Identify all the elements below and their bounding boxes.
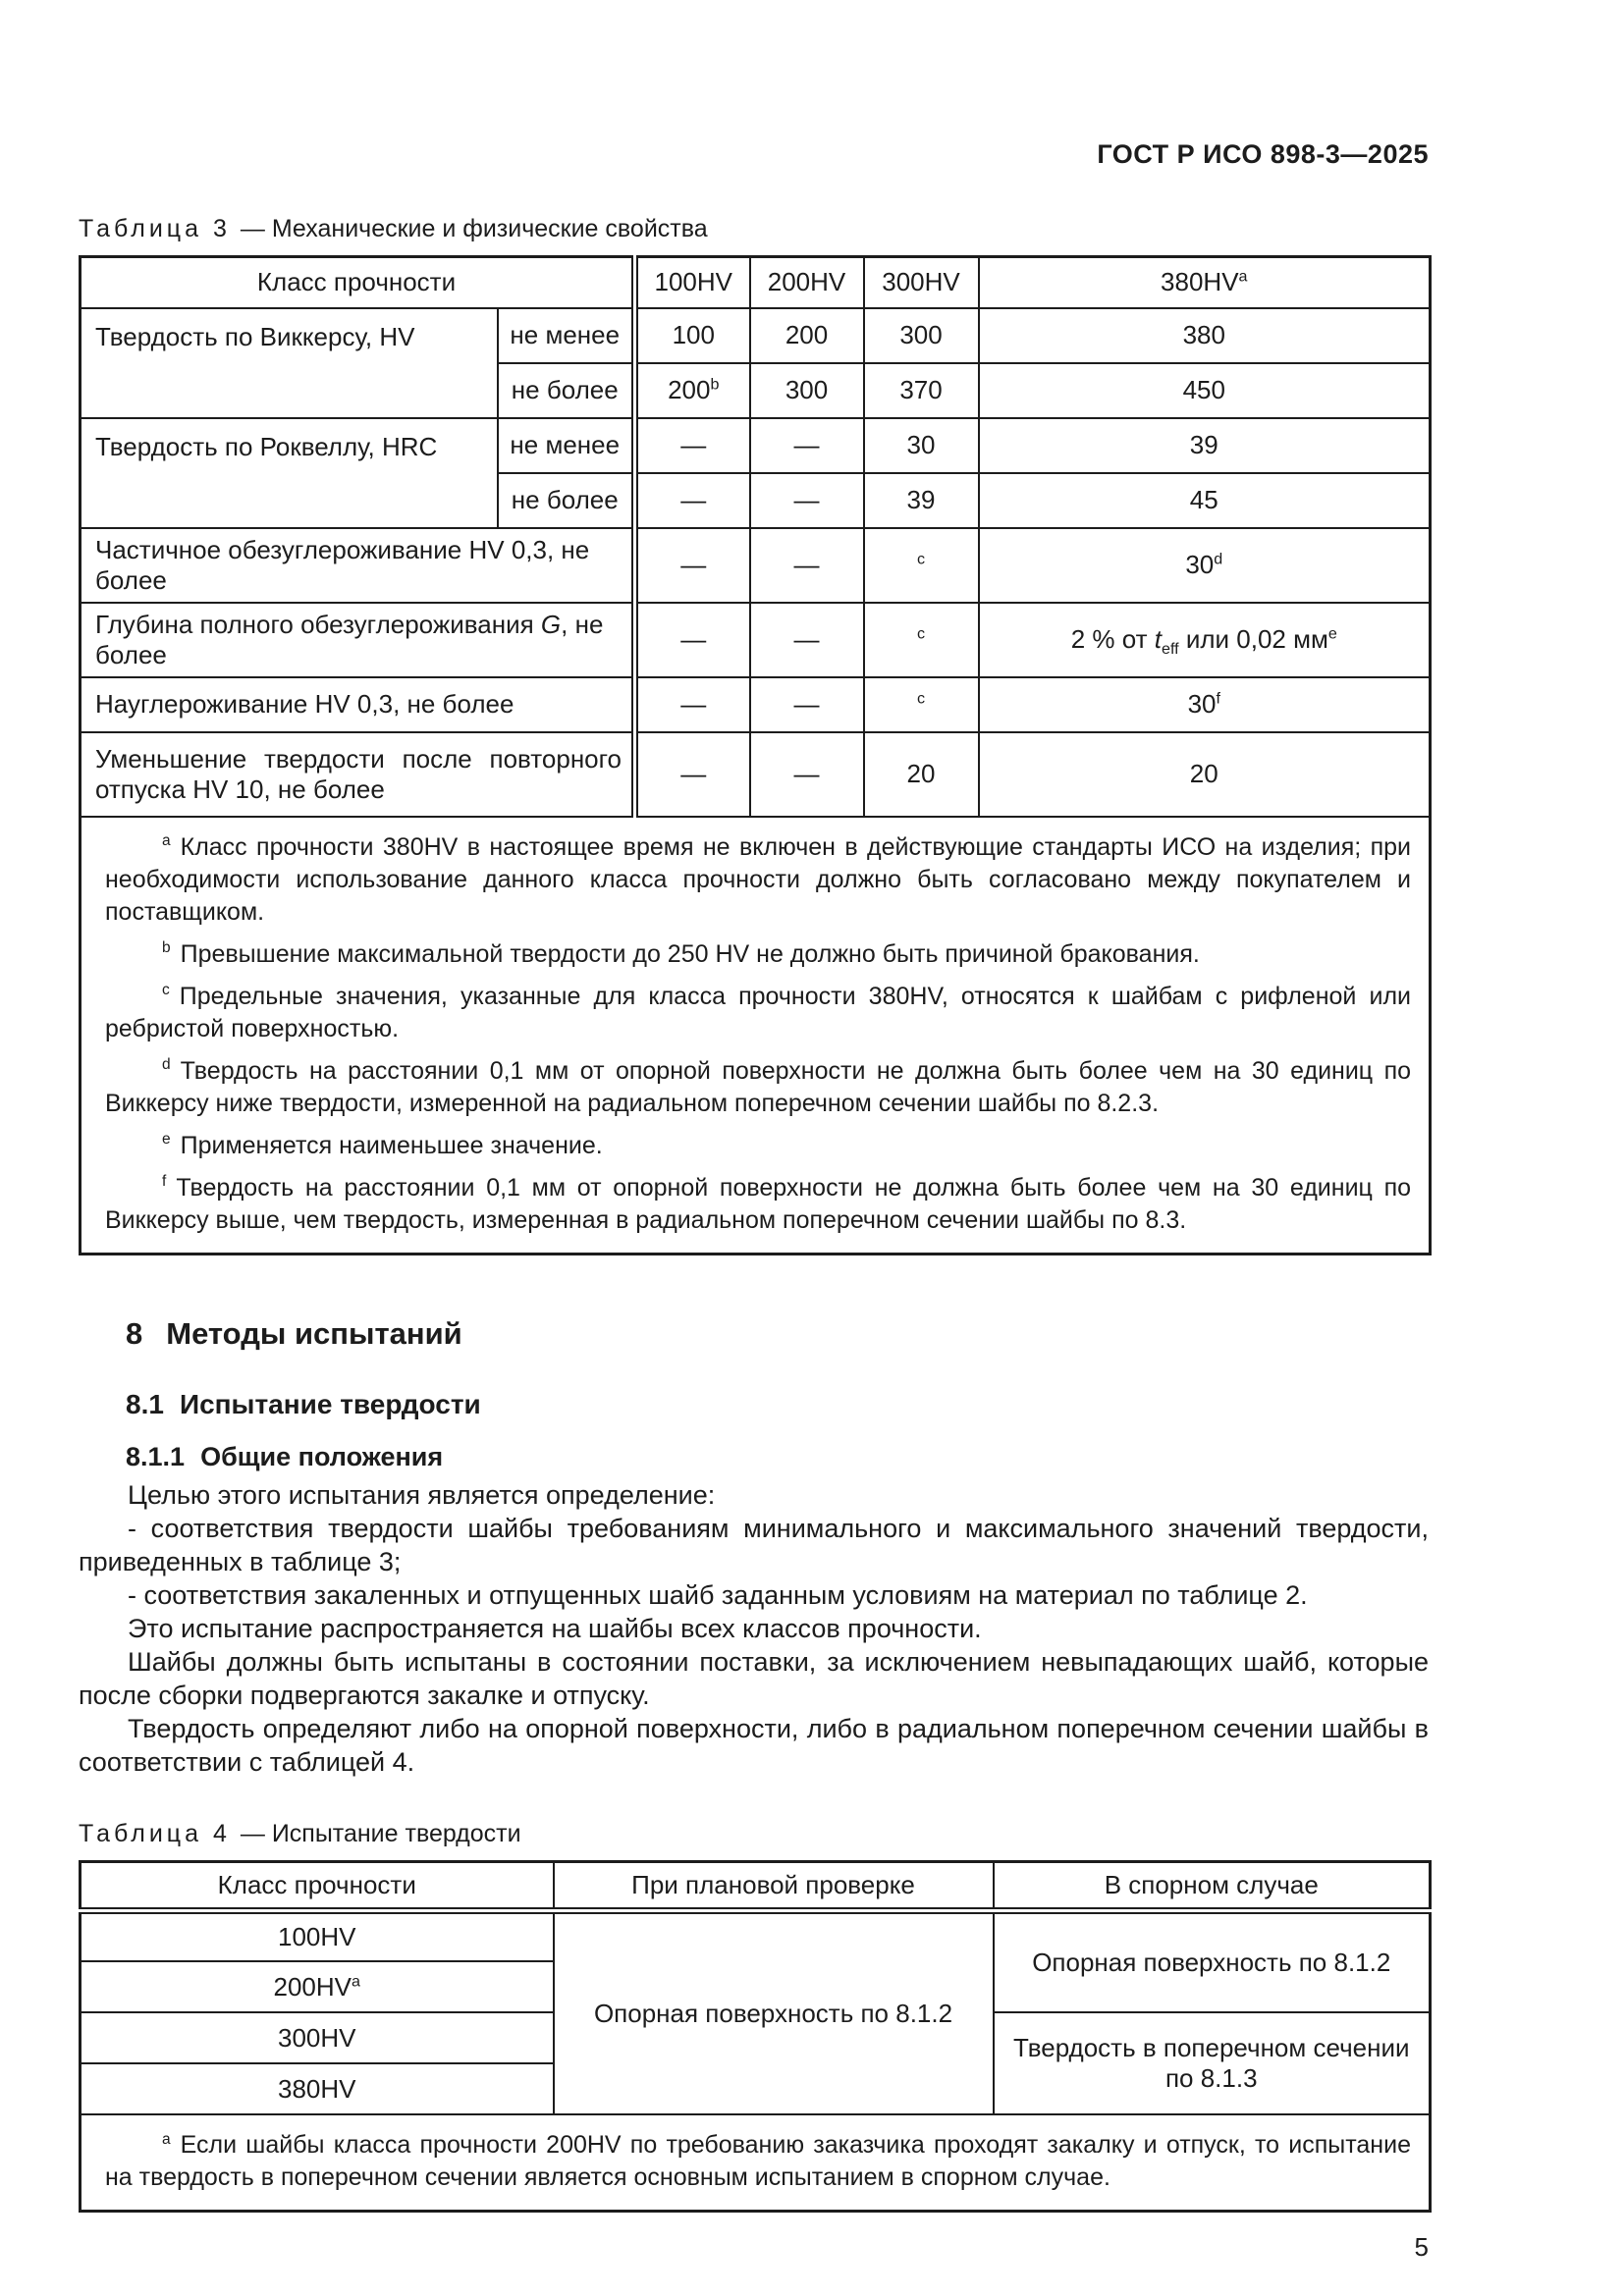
paragraph: Твердость определяют либо на опорной поверхности, либо в радиальном поперечном сечении шайбы в соответствии с таблицей 4. <box>79 1713 1429 1777</box>
section-title: Испытание твердости <box>179 1388 481 1419</box>
footnote-d <box>105 1055 1411 1120</box>
footnote-marker-e: e <box>1327 624 1337 643</box>
footnote-marker: f <box>162 1173 167 1191</box>
header-cell-routine: При плановой проверке <box>554 1861 994 1910</box>
value-cell: 39 <box>864 473 979 528</box>
footnote-a <box>105 831 1411 929</box>
paragraph: Шайбы должны быть испытаны в состоянии поставки, за исключением невыпадающих шайб, которые после сборки подвергаются закалке и отпуску. <box>79 1646 1429 1710</box>
footnote-marker: a <box>162 832 171 850</box>
header-cell-380hv <box>979 257 1431 308</box>
table3-caption-title: — Механические и физические свойства <box>240 215 708 242</box>
limit-cell: не менее <box>498 308 635 363</box>
value-cell: — <box>635 418 750 473</box>
value-text: или 0,02 мм <box>1178 624 1328 654</box>
value-cell: 370 <box>864 363 979 418</box>
value-cell <box>979 677 1431 732</box>
disputed-cell-top: Опорная поверхность по 8.1.2 <box>994 1910 1431 2012</box>
param-text: Глубина полного обезуглероживания <box>95 609 541 639</box>
footnote-marker-c: c <box>916 689 926 708</box>
variable-G: G <box>540 609 562 639</box>
footnote-marker-c: c <box>916 624 926 643</box>
param-cell-retempering: Уменьшение твердости после повторного отпуска HV 10, не более <box>81 732 635 817</box>
footnote-e <box>105 1130 1411 1162</box>
value-cell: — <box>635 677 750 732</box>
value: 30 <box>1187 689 1217 719</box>
footnotes-box <box>81 817 1431 1255</box>
class-cell-200hv <box>81 1961 554 2012</box>
value-cell: — <box>750 528 864 603</box>
footnote-b <box>105 938 1411 971</box>
header-cell-300hv: 300HV <box>864 257 979 308</box>
value-cell: 300 <box>864 308 979 363</box>
footnote-text: Твердость на расстоянии 0,1 мм от опорной поверхности не должна быть более чем на 30 единиц по Виккерсу выше, чем твердость, измеренная в радиальном поперечном сечении шайбы по 8.3. <box>105 1173 1412 1234</box>
table4-caption <box>79 1820 1429 1848</box>
section-number: 8 <box>126 1315 143 1351</box>
value-cell <box>864 677 979 732</box>
section-body <box>79 1478 1429 1779</box>
value-cell <box>635 363 750 418</box>
value: 200 <box>668 375 711 404</box>
param-cell-full-decarb <box>81 603 635 677</box>
subscript-eff: eff <box>1161 640 1179 659</box>
footnote-f <box>105 1172 1411 1237</box>
value-cell: — <box>635 528 750 603</box>
value-cell <box>864 603 979 677</box>
value-cell: — <box>635 603 750 677</box>
routine-check-cell: Опорная поверхность по 8.1.2 <box>554 1910 994 2114</box>
footnote-text: Превышение максимальной твердости до 250 HV не должно быть причиной бракования. <box>180 939 1200 968</box>
limit-cell: не менее <box>498 418 635 473</box>
footnote-marker-d: d <box>1214 550 1223 568</box>
value-cell: 300 <box>750 363 864 418</box>
class-cell-100hv: 100HV <box>81 1910 554 1961</box>
footnote-text: Применяется наименьшее значение. <box>180 1131 603 1159</box>
table4-caption-title: — Испытание твердости <box>240 1819 521 1847</box>
value-cell: — <box>750 732 864 817</box>
page-number: 5 <box>1414 2232 1429 2262</box>
footnote-marker: d <box>162 1056 171 1074</box>
section-8-1-1-heading <box>126 1442 1429 1472</box>
value-cell: 45 <box>979 473 1431 528</box>
footnote-text: Предельные значения, указанные для класса прочности 380HV, относятся к шайбам с рифленой или ребристой поверхностью. <box>105 982 1412 1042</box>
footnote-marker-b: b <box>710 375 720 394</box>
section-8-heading <box>126 1316 1429 1352</box>
class-cell-380hv: 380HV <box>81 2063 554 2114</box>
value-cell: 100 <box>635 308 750 363</box>
class-label: 200HV <box>273 1971 352 2002</box>
paragraph: - соответствия твердости шайбы требованиям минимального и максимального значений твердости, приведенных в таблице 3; <box>79 1513 1429 1576</box>
table-row <box>81 677 1431 732</box>
header-cell-100hv: 100HV <box>635 257 750 308</box>
value-cell: — <box>750 603 864 677</box>
value-text: 2 % от <box>1070 624 1155 654</box>
table3-caption <box>79 215 1429 243</box>
paragraph: Это испытание распространяется на шайбы всех классов прочности. <box>128 1613 982 1643</box>
value-cell: — <box>750 418 864 473</box>
header-cell-class: Класс прочности <box>81 257 635 308</box>
footnote-marker: b <box>162 939 171 957</box>
footnote-box <box>81 2114 1431 2212</box>
value-cell: — <box>635 473 750 528</box>
footnote-marker-f: f <box>1216 689 1220 708</box>
section-number: 8.1 <box>126 1388 164 1419</box>
table-row <box>81 528 1431 603</box>
footnote-text: Класс прочности 380HV в настоящее время не включен в действующие стандарты ИСО на изделия; при необходимости использование данного класса прочности должно быть согласовано между покупателем и поставщиком. <box>105 832 1412 926</box>
limit-cell: не более <box>498 363 635 418</box>
class-cell-300hv: 300HV <box>81 2012 554 2063</box>
value-cell: 20 <box>979 732 1431 817</box>
table-row <box>81 418 1431 473</box>
value-cell: — <box>750 677 864 732</box>
section-8-1-heading <box>126 1389 1429 1420</box>
value-cell: 200 <box>750 308 864 363</box>
value-cell <box>864 528 979 603</box>
section-title: Методы испытаний <box>166 1315 462 1351</box>
footnote-text: Если шайбы класса прочности 200HV по требованию заказчика проходят закалку и отпуск, то испытание на твердость в поперечном сечении является основным испытанием в спорном случае. <box>105 2131 1411 2191</box>
paragraph: - соответствия закаленных и отпущенных шайб заданным условиям на материал по таблице 2. <box>128 1579 1308 1610</box>
value-cell <box>979 528 1431 603</box>
table3-header-row <box>81 257 1431 308</box>
value: 30 <box>1185 550 1215 579</box>
value-cell: 450 <box>979 363 1431 418</box>
footnote-text: Твердость на расстоянии 0,1 мм от опорной поверхности не должна быть более чем на 30 единиц по Виккерсу ниже твердости, измеренной на радиальном поперечном сечении шайбы по 8.2.3. <box>105 1056 1412 1117</box>
table-row <box>81 308 1431 363</box>
document-designation: ГОСТ Р ИСО 898-3—2025 <box>1097 139 1429 169</box>
table4-hardness-test <box>79 1860 1432 2214</box>
table4-header-row <box>81 1861 1431 1910</box>
table-row <box>81 603 1431 677</box>
value-cell: 30 <box>864 418 979 473</box>
value-cell: 39 <box>979 418 1431 473</box>
table3-caption-label: Таблица 3 <box>79 215 231 242</box>
footnote-marker-a: a <box>352 1971 360 1990</box>
footnote-a <box>105 2129 1411 2194</box>
value-cell: — <box>750 473 864 528</box>
table4-caption-label: Таблица 4 <box>79 1819 231 1847</box>
table3-footnotes-row <box>81 817 1431 1255</box>
table4-footnote-row <box>81 2114 1431 2212</box>
footnote-c <box>105 981 1411 1045</box>
footnote-marker-a: a <box>1238 267 1248 286</box>
header-cell-class: Класс прочности <box>81 1861 554 1910</box>
param-cell-carburization: Науглероживание HV 0,3, не более <box>81 677 635 732</box>
disputed-cell-bottom: Твердость в поперечном сечении по 8.1.3 <box>994 2012 1431 2114</box>
table-row <box>81 732 1431 817</box>
value-cell: 20 <box>864 732 979 817</box>
class-label: 380HV <box>1161 267 1239 297</box>
paragraph: Целью этого испытания является определение: <box>128 1479 716 1510</box>
value-cell: — <box>635 732 750 817</box>
footnote-marker: a <box>162 2130 171 2148</box>
value-cell: 380 <box>979 308 1431 363</box>
footnote-marker-c: c <box>916 550 926 568</box>
section-number: 8.1.1 <box>126 1441 186 1471</box>
param-cell-rockwell: Твердость по Роквеллу, HRC <box>81 418 498 528</box>
footnote-marker: e <box>162 1131 171 1148</box>
variable-t: t <box>1154 624 1162 654</box>
footnote-marker: c <box>162 982 170 999</box>
section-title: Общие положения <box>200 1441 444 1471</box>
table-row <box>81 1910 1431 1961</box>
value-cell <box>979 603 1431 677</box>
param-cell-vickers: Твердость по Виккерсу, HV <box>81 308 498 418</box>
header-cell-disputed: В спорном случае <box>994 1861 1431 1910</box>
table3-mechanical-properties <box>79 255 1432 1255</box>
param-cell-partial-decarb: Частичное обезуглероживание HV 0,3, не более <box>81 528 635 603</box>
header-cell-200hv: 200HV <box>750 257 864 308</box>
param-text: , не более <box>95 609 604 669</box>
limit-cell: не более <box>498 473 635 528</box>
